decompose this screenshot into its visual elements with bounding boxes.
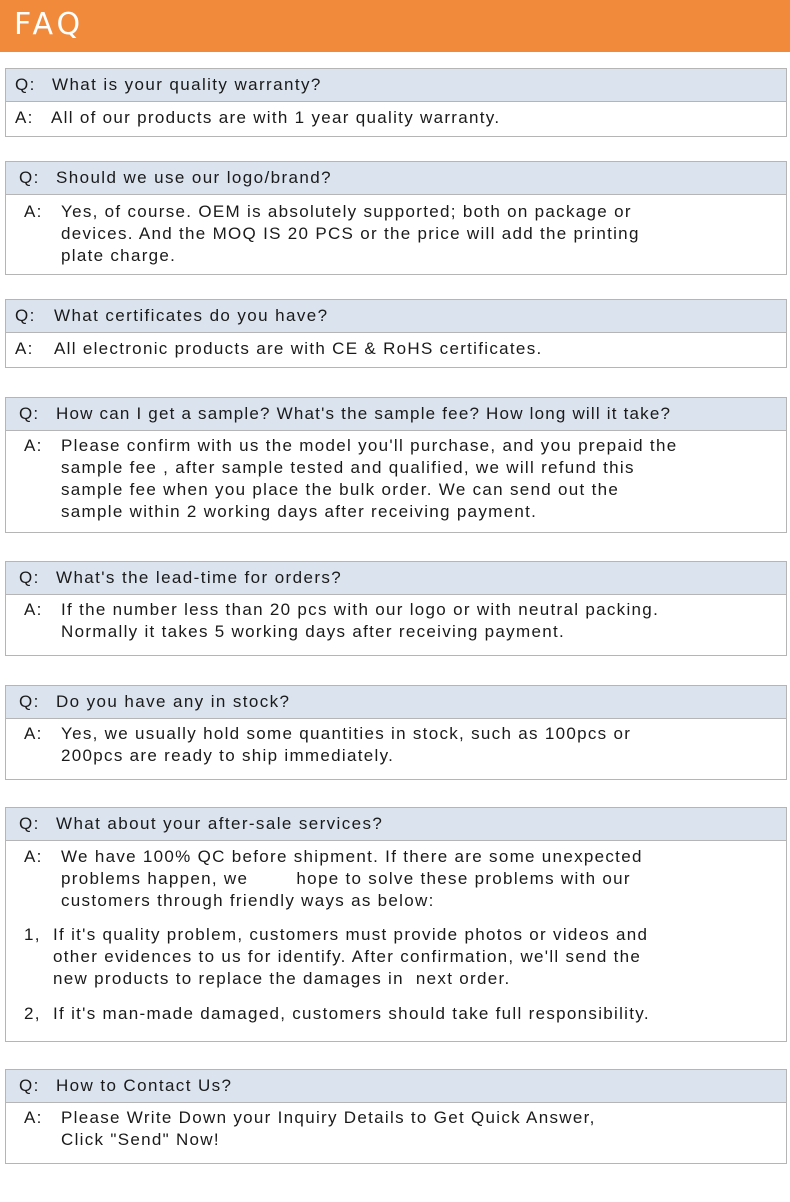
policy-list-text: If it's man-made damaged, customers should take full responsibility. <box>53 1004 650 1023</box>
faq-item-stock <box>5 685 787 780</box>
answer-label: A: <box>24 724 43 743</box>
question-row <box>6 162 786 195</box>
faq-item-sample <box>5 397 787 533</box>
answer-label: A: <box>24 847 43 866</box>
question-label: Q: <box>19 568 40 587</box>
answer-block <box>6 333 786 360</box>
question-text: What's the lead-time for orders? <box>56 568 343 587</box>
answer-label: A: <box>15 339 34 358</box>
answer-block <box>6 719 786 767</box>
question-row <box>6 69 786 102</box>
answer-text: Yes, of course. OEM is absolutely supported; both on package or devices. And the MOQ IS 20 PCS or the price will add the printing plate charge. <box>61 202 640 265</box>
question-row <box>6 808 786 841</box>
policy-list-number: 2, <box>24 1004 41 1023</box>
question-label: Q: <box>19 168 40 187</box>
answer-label: A: <box>24 436 43 455</box>
faq-header-bar <box>0 0 790 52</box>
question-label: Q: <box>19 814 40 833</box>
question-text: What about your after-sale services? <box>56 814 384 833</box>
answer-block <box>6 195 786 267</box>
answer-block <box>6 1103 786 1151</box>
answer-text: All of our products are with 1 year quality warranty. <box>51 108 501 127</box>
answer-block <box>6 841 786 912</box>
faq-title: FAQ <box>14 7 85 42</box>
question-label: Q: <box>19 404 40 423</box>
question-row <box>6 562 786 595</box>
question-text: How can I get a sample? What's the sample fee? How long will it take? <box>56 404 672 423</box>
answer-text: Please confirm with us the model you'll purchase, and you prepaid the sample fee , after sample tested and qualified, we will refund this sample fee when you place the bulk order. We can send out the sample within 2 working days after receiving payment. <box>61 436 678 521</box>
answer-text: If the number less than 20 pcs with our logo or with neutral packing. Normally it takes 5 working days after receiving payment. <box>61 600 660 641</box>
answer-label: A: <box>24 1108 43 1127</box>
question-row <box>6 300 786 333</box>
answer-label: A: <box>24 202 43 221</box>
faq-item-warranty <box>5 68 787 137</box>
answer-text: Please Write Down your Inquiry Details to Get Quick Answer, Click "Send" Now! <box>61 1108 596 1149</box>
question-label: Q: <box>19 692 40 711</box>
faq-item-lead-time <box>5 561 787 656</box>
question-row <box>6 398 786 431</box>
question-label: Q: <box>19 1076 40 1095</box>
question-text: What is your quality warranty? <box>52 75 322 94</box>
policy-list-item <box>6 990 786 1025</box>
question-text: Do you have any in stock? <box>56 692 291 711</box>
question-text: Should we use our logo/brand? <box>56 168 332 187</box>
question-row <box>6 1070 786 1103</box>
question-label: Q: <box>15 75 36 94</box>
question-row <box>6 686 786 719</box>
answer-label: A: <box>24 600 43 619</box>
answer-text: We have 100% QC before shipment. If there are some unexpected problems happen, we hope to solve these problems with our customers through friendly ways as below: <box>61 847 643 910</box>
policy-list-item <box>6 912 786 990</box>
policy-list-number: 1, <box>24 925 41 944</box>
answer-block <box>6 431 786 523</box>
question-text: What certificates do you have? <box>54 306 329 325</box>
policy-list-text: If it's quality problem, customers must provide photos or videos and other evidences to us for identify. After confirmation, we'll send the new products to replace the damages in next order. <box>53 925 649 988</box>
faq-item-logo-brand <box>5 161 787 275</box>
answer-block <box>6 102 786 129</box>
faq-item-certificates <box>5 299 787 368</box>
question-text: How to Contact Us? <box>56 1076 233 1095</box>
answer-text: All electronic products are with CE & RoHS certificates. <box>54 339 543 358</box>
faq-item-after-sale <box>5 807 787 1042</box>
answer-text: Yes, we usually hold some quantities in stock, such as 100pcs or 200pcs are ready to ship immediately. <box>61 724 632 765</box>
faq-item-contact <box>5 1069 787 1164</box>
question-label: Q: <box>15 306 36 325</box>
answer-label: A: <box>15 108 34 127</box>
answer-block <box>6 595 786 643</box>
